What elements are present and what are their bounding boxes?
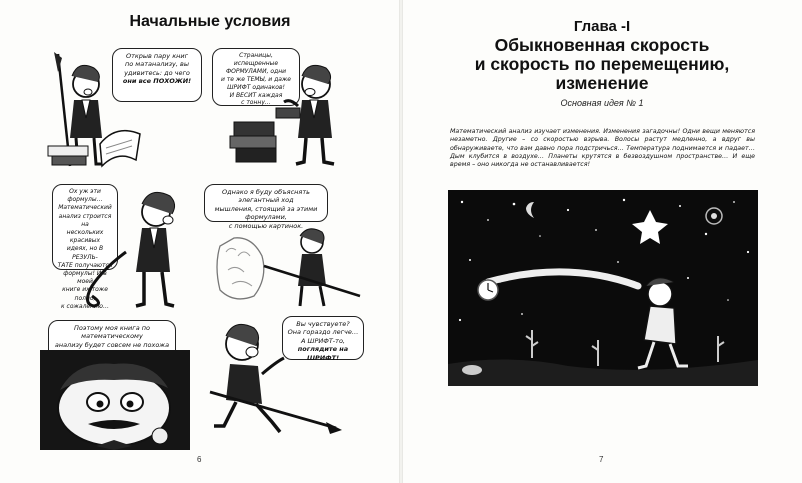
panel-author-on-books (224, 62, 364, 170)
bubble-2-line-5: И ВЕСИТ каждая (229, 91, 283, 99)
bubble-3-line-6: ТАТЕ получаются (57, 261, 113, 269)
bubble-6-line-4: поглядите на ШРИФТ! (297, 345, 349, 362)
bubble-5-line-1: Поэтому моя книга по математическому (74, 324, 150, 341)
bubble-3-line-3: анализ строится на (58, 212, 112, 228)
bubble-4-line-2: мышления, стоящий за этими формулами, (214, 204, 318, 222)
chapter-title-line-3: изменение (555, 73, 649, 93)
bubble-2-line-3: и те же ТЕМЫ, и даже (221, 75, 291, 83)
bubble-1-line-2: по матанализу, вы (125, 60, 189, 69)
bubble-2-line-1: Страницы, испещренные (233, 52, 279, 67)
left-page-number: 6 (197, 455, 202, 464)
right-page (402, 0, 802, 483)
chapter-title (402, 36, 802, 93)
bubble-1-line-3: удивитесь: до чего (124, 68, 190, 77)
bubble-1-line-4: они все ПОХОЖИ! (122, 77, 192, 86)
bubble-2-line-2: ФОРМУЛАМИ, одни (225, 67, 287, 75)
bubble-6-line-1: Вы чувствуете? (296, 320, 350, 328)
bubble-3-line-7: формулы! И в моей (63, 270, 107, 286)
chapter-number: Глава -I (573, 18, 631, 35)
bubble-4-line-3: с помощью картинок. (228, 221, 304, 230)
bubble-1-line-1: Открыв пару книг (125, 52, 189, 60)
bubble-6-line-3: А ШРИФТ-то, (301, 336, 345, 345)
speech-bubble-4 (204, 184, 328, 230)
panel-author-closeup (40, 350, 190, 450)
right-page-number: 7 (599, 455, 604, 464)
panel-author-drawing-sketch (208, 226, 368, 310)
character-head (648, 282, 672, 306)
bubble-3-line-1: Ох уж эти формулы… (67, 188, 103, 204)
panel-author-running (206, 322, 346, 446)
bubble-3-line-9: к сожалению… (61, 302, 109, 310)
left-page-title: Начальные условия (129, 13, 291, 30)
chapter-title-line-1: Обыкновенная скорость (494, 35, 710, 55)
bubble-3-line-8: книге их тоже полно, (62, 286, 108, 302)
bubble-4-line-1: Однако я буду объяснять элегантный ход (222, 188, 310, 205)
intro-paragraph: Математический анализ изучает изменения. Изменения загадочны! Одни вещи меняются незаметно. Другие – со скоростью взрыва. Волосы растут медленно, а вдруг вы обнаруживаете, что вам давно пора подстричься… Температура поднимается и падает… Дым клубится в воздухе… Планеты крутятся в безвоздушном пространстве… И еще время – оно никогда не останавливается! (450, 128, 755, 169)
chapter-title-line-2: и скорость по перемещению, (474, 54, 730, 74)
speech-bubble-1 (112, 48, 202, 102)
left-page (0, 0, 400, 483)
small-creature (462, 365, 482, 375)
night-sky-illustration (448, 190, 758, 386)
bubble-6-line-2: Она гораздо легче… (287, 328, 359, 337)
bubble-5-line-2: анализу будет совсем не похожа (54, 340, 170, 349)
bubble-3-line-4: нескольких красивых (66, 229, 104, 245)
bubble-3-line-2: Математический (58, 204, 112, 212)
bubble-2-line-6: с тонну… (241, 99, 271, 107)
panel-author-with-quill (74, 186, 194, 314)
bubble-3-line-5: идеях, но В РЕЗУЛЬ- (66, 245, 104, 261)
chapter-subtitle: Основная идея № 1 (560, 98, 644, 108)
bubble-2-line-4: ШРИФТ одинаков! (227, 83, 285, 91)
character-body (644, 306, 676, 344)
